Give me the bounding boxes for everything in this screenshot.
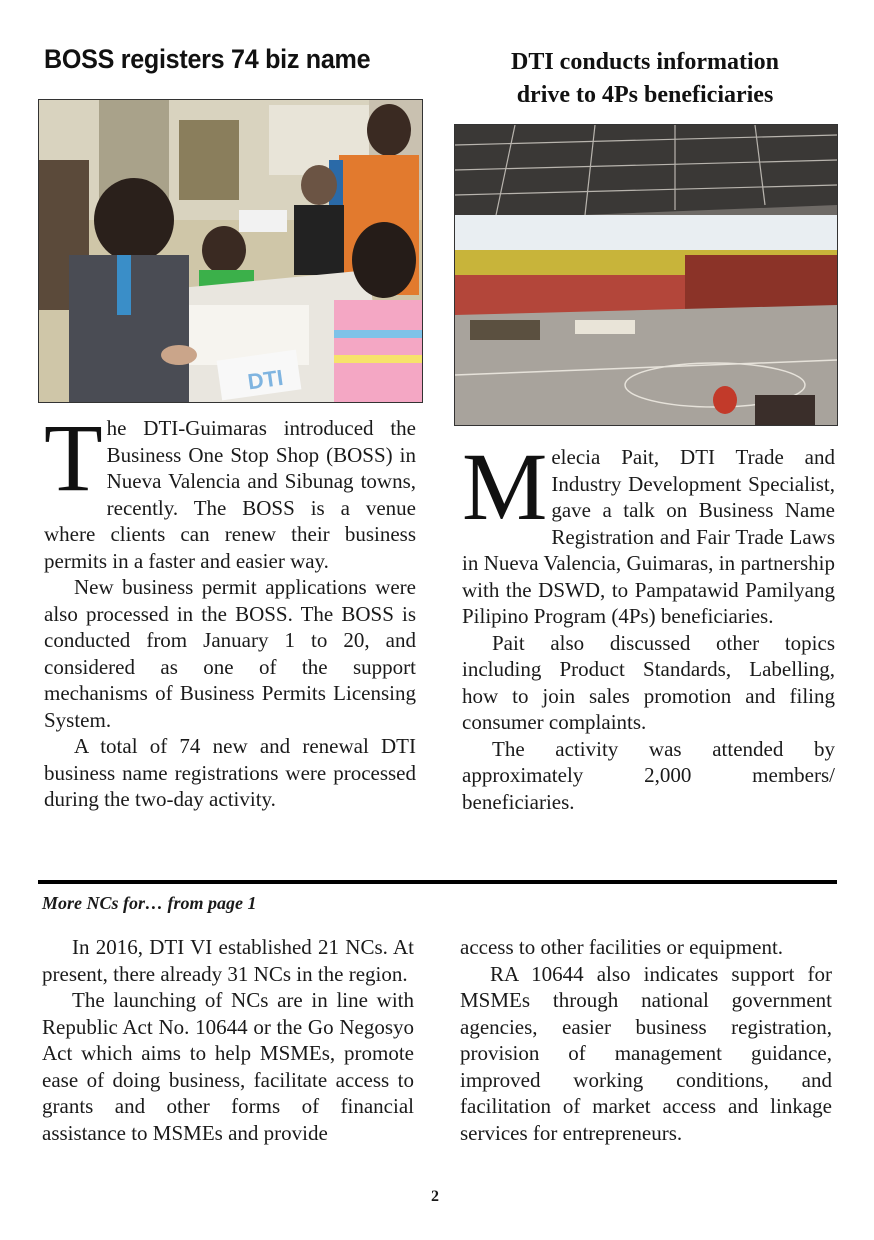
left-dropcap: T [44,404,103,511]
right-paragraph-2: Pait also discussed other topics including Product Standards, Labelling, how to join sales promotion and filing consumer complaints. [462,630,835,734]
left-article-body [44,404,416,813]
left-paragraph-1: he DTI-Guimaras introduced the Business One Stop Shop (BOSS) in Nueva Valencia and Sibunag towns, recently. The BOSS is a venue where clients can renew their business permits in a faster and easier way. [44,416,416,573]
continued-paragraph-3: access to other facilities or equipment. [460,935,784,959]
left-paragraph-2: New business permit applications were also processed in the BOSS. The BOSS is conducted from January 1 to 20, and considered as one of the support mechanisms of Business Permits Licensing System. [44,575,416,732]
continued-column-2 [460,934,832,1146]
gym-photo [454,124,838,426]
left-headline: BOSS registers 74 biz name [44,44,371,74]
right-paragraph-1: elecia Pait, DTI Trade and Industry Development Specialist, gave a talk on Business Name Registration and Fair Trade Laws in Nueva Valencia, Guimaras, in partnership with the DSWD, to Pampatawid Pamilyang Pilipino Program (4Ps) beneficiaries. [462,445,835,628]
right-dropcap: M [462,433,548,540]
dti-sign-text: DTI [246,364,285,395]
boss-photo [38,99,423,403]
continued-column-1 [42,934,414,1146]
continued-from-label: More NCs for… from page 1 [42,893,257,913]
right-headline-line-1: DTI conducts information [510,49,780,75]
right-headline [455,46,835,112]
continued-paragraph-4: RA 10644 also indicates support for MSMEs through national government agencies, easier business registration, provision of management guidance, improved working conditions, and facilitation of market access and linkage services for entrepreneurs. [460,961,832,1145]
left-paragraph-3: A total of 74 new and renewal DTI business name registrations were processed during the two-day activity. [44,734,416,811]
section-divider [38,880,837,884]
right-headline-line-2: drive to 4Ps beneficiaries [516,82,774,108]
continued-paragraph-2: The launching of NCs are in line with Republic Act No. 10644 or the Go Negosyo Act which aims to help MSMEs, promote ease of doing business, facilitate access to grants and other forms of financial assistance to MSMEs and provide [42,988,414,1145]
right-paragraph-3: The activity was attended by approximately 2,000 members/ beneficiaries. [462,736,835,814]
right-article-body [462,433,835,815]
continued-paragraph-1: In 2016, DTI VI established 21 NCs. At present, there already 31 NCs in the region. [42,935,414,986]
page-number: 2 [431,1188,439,1205]
